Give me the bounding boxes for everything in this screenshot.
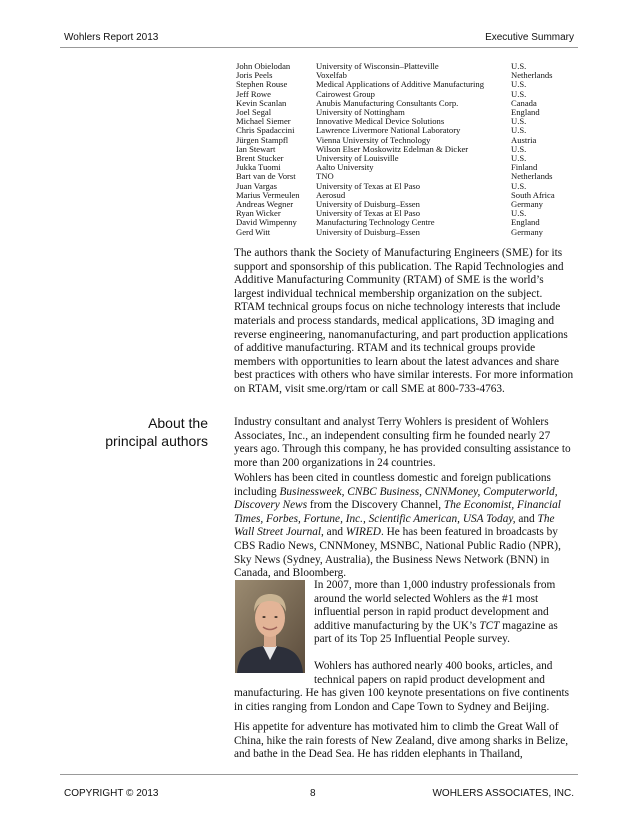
- contributor-country: Netherlands: [511, 70, 553, 81]
- contributor-name: Ryan Wicker: [236, 208, 281, 219]
- bio3-text: additive manufacturing by the UK’s: [314, 619, 480, 632]
- contributor-organization: Wilson Elser Moskowitz Edelman & Dicker: [316, 143, 469, 154]
- bio2-publications: Businessweek, CNBC Business, CNNMoney, Computerworld, Discovery News: [234, 485, 558, 512]
- contributor-country: England: [511, 107, 540, 118]
- bio2-publications: The Economist, Financial Times, Forbes, Fortune, Inc., Scientific American, USA Today,: [234, 499, 561, 525]
- contributor-country: U.S.: [511, 61, 527, 71]
- bio3-line: influential person in rapid product development and: [314, 606, 549, 619]
- contributor-country: U.S.: [511, 116, 527, 127]
- section-title-line-2: principal authors: [105, 433, 208, 449]
- contributor-organization: Innovative Medical Device Solutions: [316, 116, 445, 127]
- bio-paragraph-5: His appetite for adventure has motivated him to climb the Great Wall of China, hike the rain forests of New Zealand, dive among sharks in Belize, and bathe in the Dead Sea. He has ridden elephants in Thailand,: [234, 721, 569, 761]
- contributor-organization: Lawrence Livermore National Laboratory: [316, 125, 461, 136]
- contributor-country: Finland: [511, 162, 538, 173]
- bio2-text: , and: [321, 526, 346, 539]
- bio3-line: part of its Top 25 Influential People survey.: [314, 633, 510, 646]
- bio3-text: magazine as: [499, 619, 558, 632]
- contributor-organization: Cairowest Group: [316, 88, 375, 99]
- bio2-publications: WIRED: [345, 526, 381, 539]
- bio2-text: from the Discovery Channel,: [307, 499, 444, 512]
- contributor-country: South Africa: [511, 189, 555, 200]
- bio4-rest: manufacturing. He has given 100 keynote presentations on five continents in cities ranging from London and Cape Town to Sydney and Beijing.: [234, 687, 570, 713]
- acknowledgment-paragraph: The authors thank the Society of Manufacturing Engineers (SME) for its support and sponsorship of this publication. The Rapid Technologies and Additive Manufacturing Community (RTAM) of SME is the world’s largest individual technical membership organization on the subject. RTAM technical groups focus on niche technology interests that include materials and process standards, medical applications, 3D imaging and reverse engineering, nanomanufacturing, and part production applications of additive manufacturing. RTAM and its technical groups provide members with opportunities to learn about the latest advances and share best practices with others who have similar interests. For more information on RTAM, visit sme.org/rtam or call SME at 800-733-4763.: [234, 247, 574, 395]
- page-number: 8: [310, 788, 316, 799]
- contributor-name: Chris Spadaccini: [236, 125, 295, 136]
- contributor-row: [236, 228, 586, 237]
- contributor-name: Michael Siemer: [236, 116, 291, 127]
- contributor-organization: University of Texas at El Paso: [316, 180, 421, 191]
- contributor-country: Canada: [511, 97, 537, 108]
- section-title: [70, 414, 208, 450]
- bio2-text: . He has been featured in broadcasts by CBS Radio News, CNNMoney, MSNBC, National Public Radio (NPR), Sky News (Sydney, Australia), the Business News Network (BNN) in Canada, and Bloomberg.: [234, 526, 561, 580]
- bio3-line: around the world selected Wohlers as the #1 most: [314, 592, 539, 605]
- contributor-country: Austria: [511, 134, 537, 145]
- contributor-name: Marius Vermeulen: [236, 189, 300, 200]
- bio2-text: and: [515, 512, 538, 525]
- contributor-name: John Obielodan: [236, 61, 291, 71]
- contributor-country: Netherlands: [511, 171, 553, 182]
- contributor-row: [236, 145, 586, 154]
- contributor-name: Kevin Scanlan: [236, 97, 287, 108]
- contributor-name: Jeff Rowe: [236, 88, 271, 99]
- contributor-organization: University of Louisville: [316, 153, 399, 164]
- contributor-organization: University of Nottingham: [316, 107, 405, 118]
- contributor-country: U.S.: [511, 143, 527, 154]
- tct-magazine-title: TCT: [479, 619, 500, 632]
- contributor-organization: Manufacturing Technology Centre: [316, 217, 435, 228]
- contributor-organization: University of Wisconsin–Platteville: [316, 61, 439, 71]
- contributor-organization: University of Duisburg–Essen: [316, 226, 420, 237]
- contributor-country: Germany: [511, 199, 543, 210]
- contributor-country: Germany: [511, 226, 543, 237]
- contributor-name: Jürgen Stampfl: [236, 134, 289, 145]
- bio-paragraph-2: [234, 472, 576, 581]
- contributor-organization: Vienna University of Technology: [316, 134, 431, 145]
- bio4-line: Wohlers has authored nearly 400 books, articles, and: [314, 659, 553, 672]
- contributor-organization: Voxelfab: [316, 70, 347, 81]
- contributor-country: U.S.: [511, 180, 527, 191]
- contributor-country: U.S.: [511, 125, 527, 136]
- contributor-organization: University of Duisburg–Essen: [316, 199, 420, 210]
- contributor-name: Andreas Wegner: [236, 199, 294, 210]
- contributor-organization: Aerosud: [316, 189, 346, 200]
- bio2-publications: The Wall Street Journal: [234, 512, 555, 539]
- contributor-name: Joel Segal: [236, 107, 272, 118]
- contributor-name: Bart van de Vorst: [236, 171, 296, 182]
- contributor-name: Stephen Rouse: [236, 79, 288, 90]
- contributors-table: [236, 62, 586, 237]
- bio-paragraph-1: Industry consultant and analyst Terry Wohlers is president of Wohlers Associates, Inc., an independent consulting firm he founded nearly 27 years ago. Through this company, he has provided consulting assistance to more than 200 organizations in 24 countries.: [234, 416, 571, 469]
- bio3-line: [314, 620, 576, 634]
- contributor-name: David Wimpenny: [236, 217, 297, 228]
- bio2-text: Wohlers has been cited in countless domestic and foreign publications including: [234, 472, 551, 498]
- header-rule: [60, 47, 578, 48]
- contributor-organization: Medical Applications of Additive Manufacturing: [316, 79, 485, 90]
- contributor-country: U.S.: [511, 208, 527, 219]
- footer-publisher: WOHLERS ASSOCIATES, INC.: [432, 788, 574, 799]
- contributor-country: U.S.: [511, 153, 527, 164]
- contributor-name: Juan Vargas: [236, 180, 277, 191]
- bio4-line: technical papers on rapid product development and: [314, 673, 545, 686]
- footer-rule: [60, 774, 578, 775]
- contributor-country: U.S.: [511, 79, 527, 90]
- footer-copyright: COPYRIGHT © 2013: [64, 788, 159, 799]
- bio3-line: In 2007, more than 1,000 industry professionals from: [314, 579, 556, 591]
- contributor-organization: University of Texas at El Paso: [316, 208, 421, 219]
- running-header-title: Wohlers Report 2013: [64, 32, 159, 43]
- contributor-row: [236, 80, 586, 89]
- contributor-country: England: [511, 217, 540, 228]
- contributor-organization: Anubis Manufacturing Consultants Corp.: [316, 97, 459, 108]
- contributor-organization: Aalto University: [316, 162, 374, 173]
- contributor-organization: TNO: [316, 171, 334, 182]
- contributor-name: Gerd Witt: [236, 226, 271, 237]
- contributor-name: Ian Stewart: [236, 143, 276, 154]
- bio-block-with-photo: [234, 579, 576, 714]
- section-title-line-1: About the: [148, 415, 208, 431]
- contributor-name: Joris Peels: [236, 70, 273, 81]
- contributor-name: Brent Stucker: [236, 153, 284, 164]
- contributor-country: U.S.: [511, 88, 527, 99]
- contributor-name: Jukka Tuomi: [236, 162, 281, 173]
- running-header-section: Executive Summary: [485, 32, 574, 43]
